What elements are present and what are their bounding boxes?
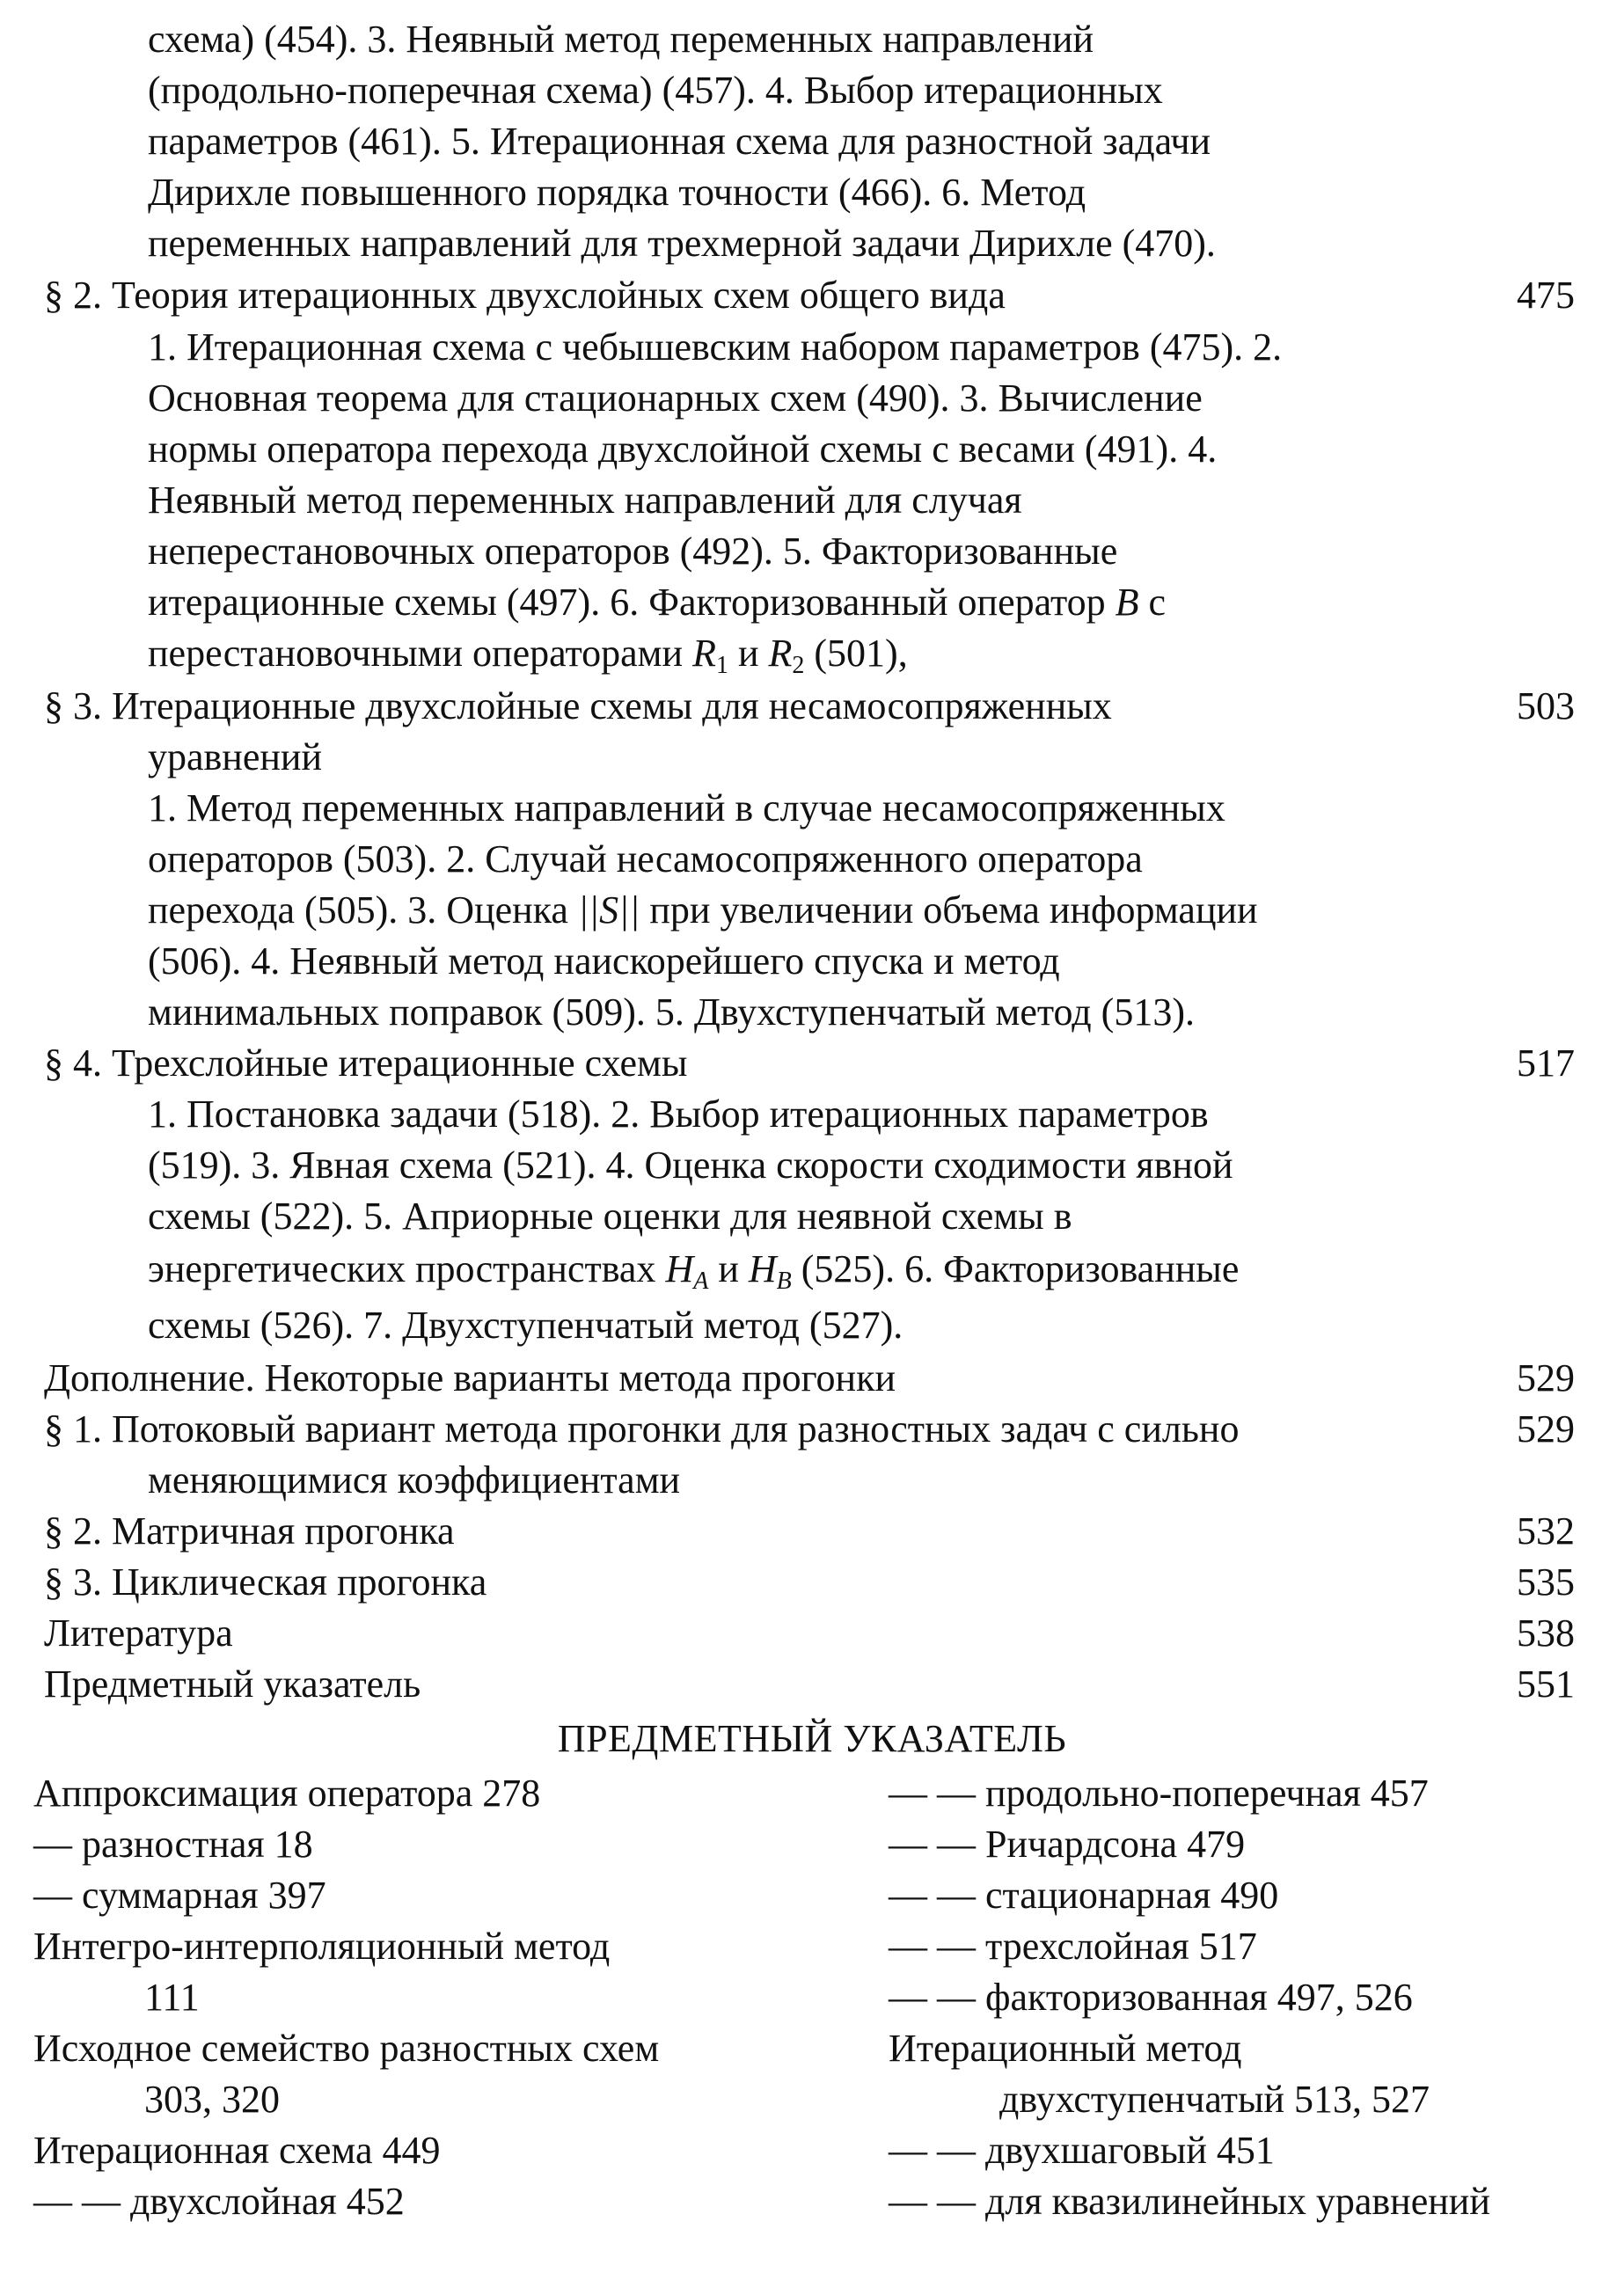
toc-section-4-line: 1. Постановка задачи (518). 2. Выбор итерационных параметров (148, 1092, 1209, 1136)
index-entry: Интегро-интерполяционный метод (33, 1925, 611, 1968)
text-fragment: (525). 6. Факторизованные (791, 1247, 1240, 1290)
toc-appendix-title: Дополнение. Некоторые варианты метода прогонки (44, 1356, 896, 1399)
toc-section-3-title-cont: уравнений (148, 735, 323, 778)
toc-section-3-line: (506). 4. Неявный метод наискорейшего спуска и метод (148, 939, 1060, 983)
subscript: B (776, 1268, 792, 1295)
toc-section-3-line: 1. Метод переменных направлений в случае несамосопряженных (148, 786, 1225, 829)
toc-index-page: 551 (1517, 1662, 1575, 1706)
toc-continuation-line: Дирихле повышенного порядка точности (466). 6. Метод (148, 171, 1086, 214)
toc-section-3-page: 503 (1517, 684, 1575, 727)
toc-literature-title: Литература (44, 1611, 233, 1655)
toc-section-3-line: минимальных поправок (509). 5. Двухступенчатый метод (513). (148, 990, 1195, 1034)
toc-section-2-line: неперестановочных операторов (492). 5. Факторизованные (148, 530, 1118, 573)
index-entry: — — продольно-поперечная 457 (889, 1772, 1429, 1815)
toc-section-3-title: § 3. Итерационные двухслойные схемы для несамосопряженных (44, 684, 1112, 727)
toc-appendix-page: 529 (1517, 1356, 1575, 1399)
toc-continuation-line: переменных направлений для трехмерной задачи Дирихле (470). (148, 222, 1216, 265)
toc-section-4-page: 517 (1517, 1041, 1575, 1085)
index-entry: — — двухслойная 452 (33, 2180, 405, 2223)
toc-section-3-line: операторов (503). 2. Случай несамосопряженного оператора (148, 837, 1143, 881)
toc-section-2-page: 475 (1517, 274, 1575, 317)
toc-appendix-section-2-title: § 2. Матричная прогонка (44, 1509, 455, 1553)
toc-section-2-line (148, 577, 1166, 628)
subscript: 1 (715, 652, 728, 679)
toc-continuation-line: (продольно-поперечная схема) (457). 4. Выбор итерационных (148, 69, 1163, 112)
index-entry-cont: 303, 320 (144, 2078, 280, 2121)
toc-appendix-section-3-title: § 3. Циклическая прогонка (44, 1560, 487, 1604)
toc-section-2-line (148, 628, 908, 679)
index-entry: Итерационная схема 449 (33, 2129, 441, 2172)
index-entry: Итерационный метод (889, 2027, 1242, 2070)
toc-section-4-line: схемы (526). 7. Двухступенчатый метод (527). (148, 1304, 903, 1347)
index-entry-cont: 111 (144, 1976, 200, 2019)
toc-index-title: Предметный указатель (44, 1662, 421, 1706)
toc-appendix-section-1-title: § 1. Потоковый вариант метода прогонки для разностных задач с сильно (44, 1407, 1240, 1451)
text-fragment: и (728, 632, 769, 675)
toc-appendix-section-3-page: 535 (1517, 1560, 1575, 1604)
subscript: 2 (792, 652, 805, 679)
toc-continuation-line: схема) (454). 3. Неявный метод переменных направлений (148, 18, 1094, 61)
operator-r2-symbol: R (768, 632, 793, 675)
toc-appendix-section-1-title-cont: меняющимися коэффициентами (148, 1458, 681, 1502)
index-entry: — — трехслойная 517 (889, 1925, 1257, 1968)
index-entry: Аппроксимация оператора 278 (33, 1772, 541, 1815)
toc-section-2-line: 1. Итерационная схема с чебышевским набором параметров (475). 2. (148, 325, 1283, 369)
toc-section-4-line: (519). 3. Явная схема (521). 4. Оценка скорости сходимости явной (148, 1144, 1233, 1187)
text-fragment: энергетических пространствах (148, 1247, 666, 1290)
toc-section-4-title: § 4. Трехслойные итерационные схемы (44, 1041, 688, 1085)
text-fragment: итерационные схемы (497). 6. Факторизованный оператор (148, 581, 1116, 624)
toc-continuation-line: параметров (461). 5. Итерационная схема для разностной задачи (148, 120, 1211, 163)
toc-section-2-line: Неявный метод переменных направлений для случая (148, 479, 1022, 522)
index-entry: — — двухшаговый 451 (889, 2129, 1275, 2172)
toc-section-3-line (148, 885, 1258, 936)
text-fragment: перехода (505). 3. Оценка (148, 888, 578, 932)
index-entry: — — стационарная 490 (889, 1874, 1279, 1917)
toc-literature-page: 538 (1517, 1611, 1575, 1655)
text-fragment: (501), (804, 632, 908, 675)
space-ha-symbol: H (665, 1247, 694, 1290)
subscript: A (693, 1268, 709, 1295)
index-heading: ПРЕДМЕТНЫЙ УКАЗАТЕЛЬ (557, 1717, 1067, 1760)
index-entry: — суммарная 397 (33, 1874, 326, 1917)
toc-section-4-line: схемы (522). 5. Априорные оценки для неявной схемы в (148, 1195, 1072, 1238)
index-entry: — разностная 18 (33, 1823, 313, 1866)
index-entry-cont: двухступенчатый 513, 527 (999, 2078, 1430, 2121)
operator-r1-symbol: R (692, 632, 716, 675)
index-entry: — — Ричардсона 479 (889, 1823, 1246, 1866)
toc-appendix-section-1-page: 529 (1517, 1407, 1575, 1451)
toc-section-2-line: Основная теорема для стационарных схем (490). 3. Вычисление (148, 376, 1203, 420)
text-fragment: при увеличении объема информации (640, 888, 1258, 932)
operator-b-symbol: B (1115, 581, 1139, 624)
space-hb-symbol: H (748, 1247, 777, 1290)
index-entry: Исходное семейство разностных схем (33, 2027, 660, 2070)
toc-section-2-line: нормы оператора перехода двухслойной схемы с весами (491). 4. (148, 428, 1218, 471)
text-fragment: перестановочными операторами (148, 632, 693, 675)
index-entry: — — для квазилинейных уравнений (889, 2180, 1490, 2223)
toc-section-2-title: § 2. Теория итерационных двухслойных схем общего вида (44, 274, 1006, 317)
toc-section-4-line (148, 1244, 1239, 1295)
norm-s-symbol: ||S|| (577, 888, 640, 932)
index-entry: — — факторизованная 497, 526 (889, 1976, 1413, 2019)
toc-appendix-section-2-page: 532 (1517, 1509, 1575, 1553)
text-fragment: с (1138, 581, 1167, 624)
text-fragment: и (708, 1247, 749, 1290)
